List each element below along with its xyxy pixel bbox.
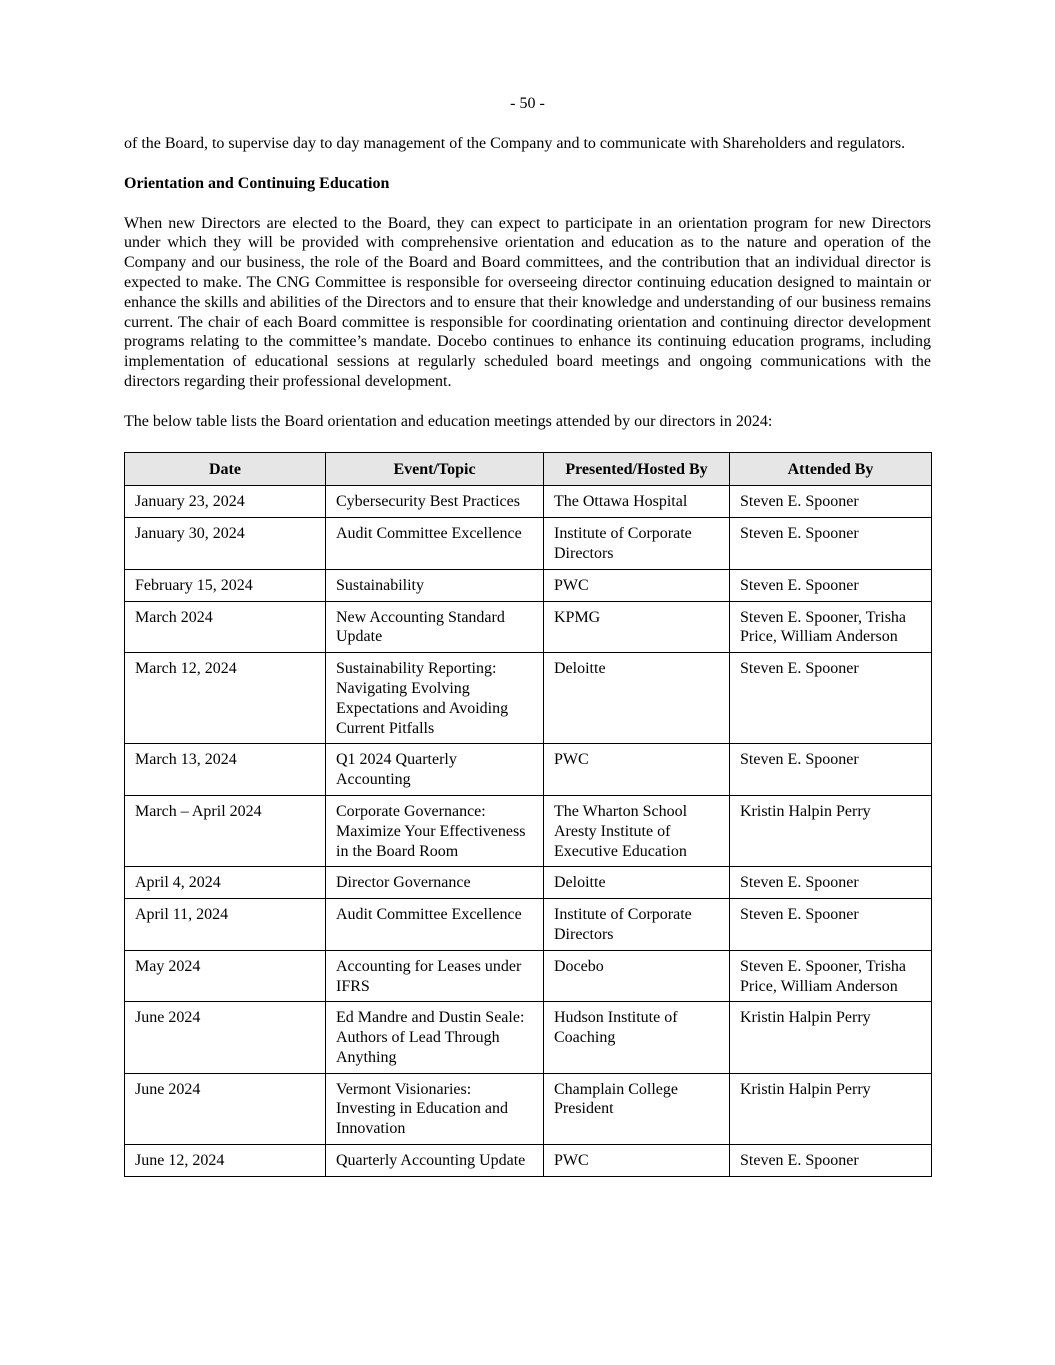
intro-text: of the Board, to supervise day to day management of the Company and to communicate with Shareholders and regulators.	[124, 135, 906, 152]
header-presented-by: Presented/Hosted By	[544, 452, 730, 486]
cell-date: March – April 2024	[125, 795, 326, 866]
cell-date: June 2024	[125, 1002, 326, 1073]
education-meetings-table	[124, 452, 932, 1177]
cell-event-topic: New Accounting Standard Update	[326, 601, 544, 653]
table-row	[125, 486, 932, 518]
cell-attended-by: Steven E. Spooner	[730, 899, 932, 951]
cell-presented-by: The Ottawa Hospital	[544, 486, 730, 518]
cell-attended-by: Steven E. Spooner, Trisha Price, William Anderson	[730, 950, 932, 1002]
cell-attended-by: Steven E. Spooner	[730, 486, 932, 518]
cell-event-topic: Sustainability Reporting: Navigating Evolving Expectations and Avoiding Current Pitfalls	[326, 653, 544, 744]
cell-date: February 15, 2024	[125, 569, 326, 601]
document-body	[124, 134, 931, 1177]
orientation-paragraph: When new Directors are elected to the Board, they can expect to participate in an orientation program for new Directors under which they will be provided with comprehensive orientation and education as to the nature and operation of the Company and our business, the role of the Board and Board committees, and the contribution that an individual director is expected to make. The CNG Committee is responsible for overseeing director continuing education designed to maintain or enhance the skills and abilities of the Directors and to ensure that their knowledge and understanding of our business remains current. The chair of each Board committee is responsible for coordinating orientation and continuing director development programs relating to the committee’s mandate. Docebo continues to enhance its continuing education programs, including implementation of educational sessions at regularly scheduled board meetings and ongoing communications with the directors regarding their professional development.	[124, 214, 931, 390]
cell-presented-by: PWC	[544, 1145, 730, 1177]
cell-date: March 12, 2024	[125, 653, 326, 744]
table-row	[125, 744, 932, 796]
table-row	[125, 867, 932, 899]
cell-event-topic: Ed Mandre and Dustin Seale: Authors of Lead Through Anything	[326, 1002, 544, 1073]
cell-event-topic: Cybersecurity Best Practices	[326, 486, 544, 518]
cell-attended-by: Steven E. Spooner	[730, 744, 932, 796]
cell-attended-by: Steven E. Spooner	[730, 1145, 932, 1177]
cell-event-topic: Sustainability	[326, 569, 544, 601]
cell-attended-by: Kristin Halpin Perry	[730, 795, 932, 866]
cell-date: April 11, 2024	[125, 899, 326, 951]
cell-date: March 2024	[125, 601, 326, 653]
table-header-row	[125, 452, 932, 486]
cell-event-topic: Corporate Governance: Maximize Your Effectiveness in the Board Room	[326, 795, 544, 866]
header-date: Date	[125, 452, 326, 486]
cell-presented-by: Deloitte	[544, 867, 730, 899]
table-row	[125, 899, 932, 951]
cell-presented-by: Champlain College President	[544, 1073, 730, 1144]
cell-date: January 23, 2024	[125, 486, 326, 518]
cell-event-topic: Audit Committee Excellence	[326, 899, 544, 951]
cell-event-topic: Q1 2024 Quarterly Accounting	[326, 744, 544, 796]
table-intro: The below table lists the Board orientation and education meetings attended by our directors in 2024:	[124, 412, 773, 430]
cell-presented-by: PWC	[544, 569, 730, 601]
cell-presented-by: Hudson Institute of Coaching	[544, 1002, 730, 1073]
cell-date: March 13, 2024	[125, 744, 326, 796]
page-number: - 50 -	[510, 95, 545, 112]
section-heading: Orientation and Continuing Education	[124, 174, 390, 192]
cell-presented-by: PWC	[544, 744, 730, 796]
cell-date: May 2024	[125, 950, 326, 1002]
table-row	[125, 601, 932, 653]
table-row	[125, 1145, 932, 1177]
table-row	[125, 1073, 932, 1144]
cell-date: January 30, 2024	[125, 518, 326, 570]
cell-event-topic: Audit Committee Excellence	[326, 518, 544, 570]
cell-attended-by: Steven E. Spooner	[730, 569, 932, 601]
table-row	[125, 950, 932, 1002]
header-event-topic: Event/Topic	[326, 452, 544, 486]
cell-presented-by: Institute of Corporate Directors	[544, 518, 730, 570]
cell-presented-by: KPMG	[544, 601, 730, 653]
cell-attended-by: Steven E. Spooner	[730, 518, 932, 570]
cell-date: June 2024	[125, 1073, 326, 1144]
cell-event-topic: Quarterly Accounting Update	[326, 1145, 544, 1177]
table-row	[125, 518, 932, 570]
cell-presented-by: Docebo	[544, 950, 730, 1002]
cell-presented-by: Deloitte	[544, 653, 730, 744]
table-row	[125, 1002, 932, 1073]
cell-attended-by: Kristin Halpin Perry	[730, 1073, 932, 1144]
cell-attended-by: Steven E. Spooner	[730, 653, 932, 744]
table-row	[125, 653, 932, 744]
cell-attended-by: Kristin Halpin Perry	[730, 1002, 932, 1073]
cell-attended-by: Steven E. Spooner, Trisha Price, William Anderson	[730, 601, 932, 653]
cell-presented-by: The Wharton School Aresty Institute of Executive Education	[544, 795, 730, 866]
cell-attended-by: Steven E. Spooner	[730, 867, 932, 899]
cell-event-topic: Director Governance	[326, 867, 544, 899]
cell-date: June 12, 2024	[125, 1145, 326, 1177]
cell-date: April 4, 2024	[125, 867, 326, 899]
header-attended-by: Attended By	[730, 452, 932, 486]
cell-event-topic: Vermont Visionaries: Investing in Education and Innovation	[326, 1073, 544, 1144]
cell-event-topic: Accounting for Leases under IFRS	[326, 950, 544, 1002]
table-row	[125, 569, 932, 601]
table-row	[125, 795, 932, 866]
cell-presented-by: Institute of Corporate Directors	[544, 899, 730, 951]
